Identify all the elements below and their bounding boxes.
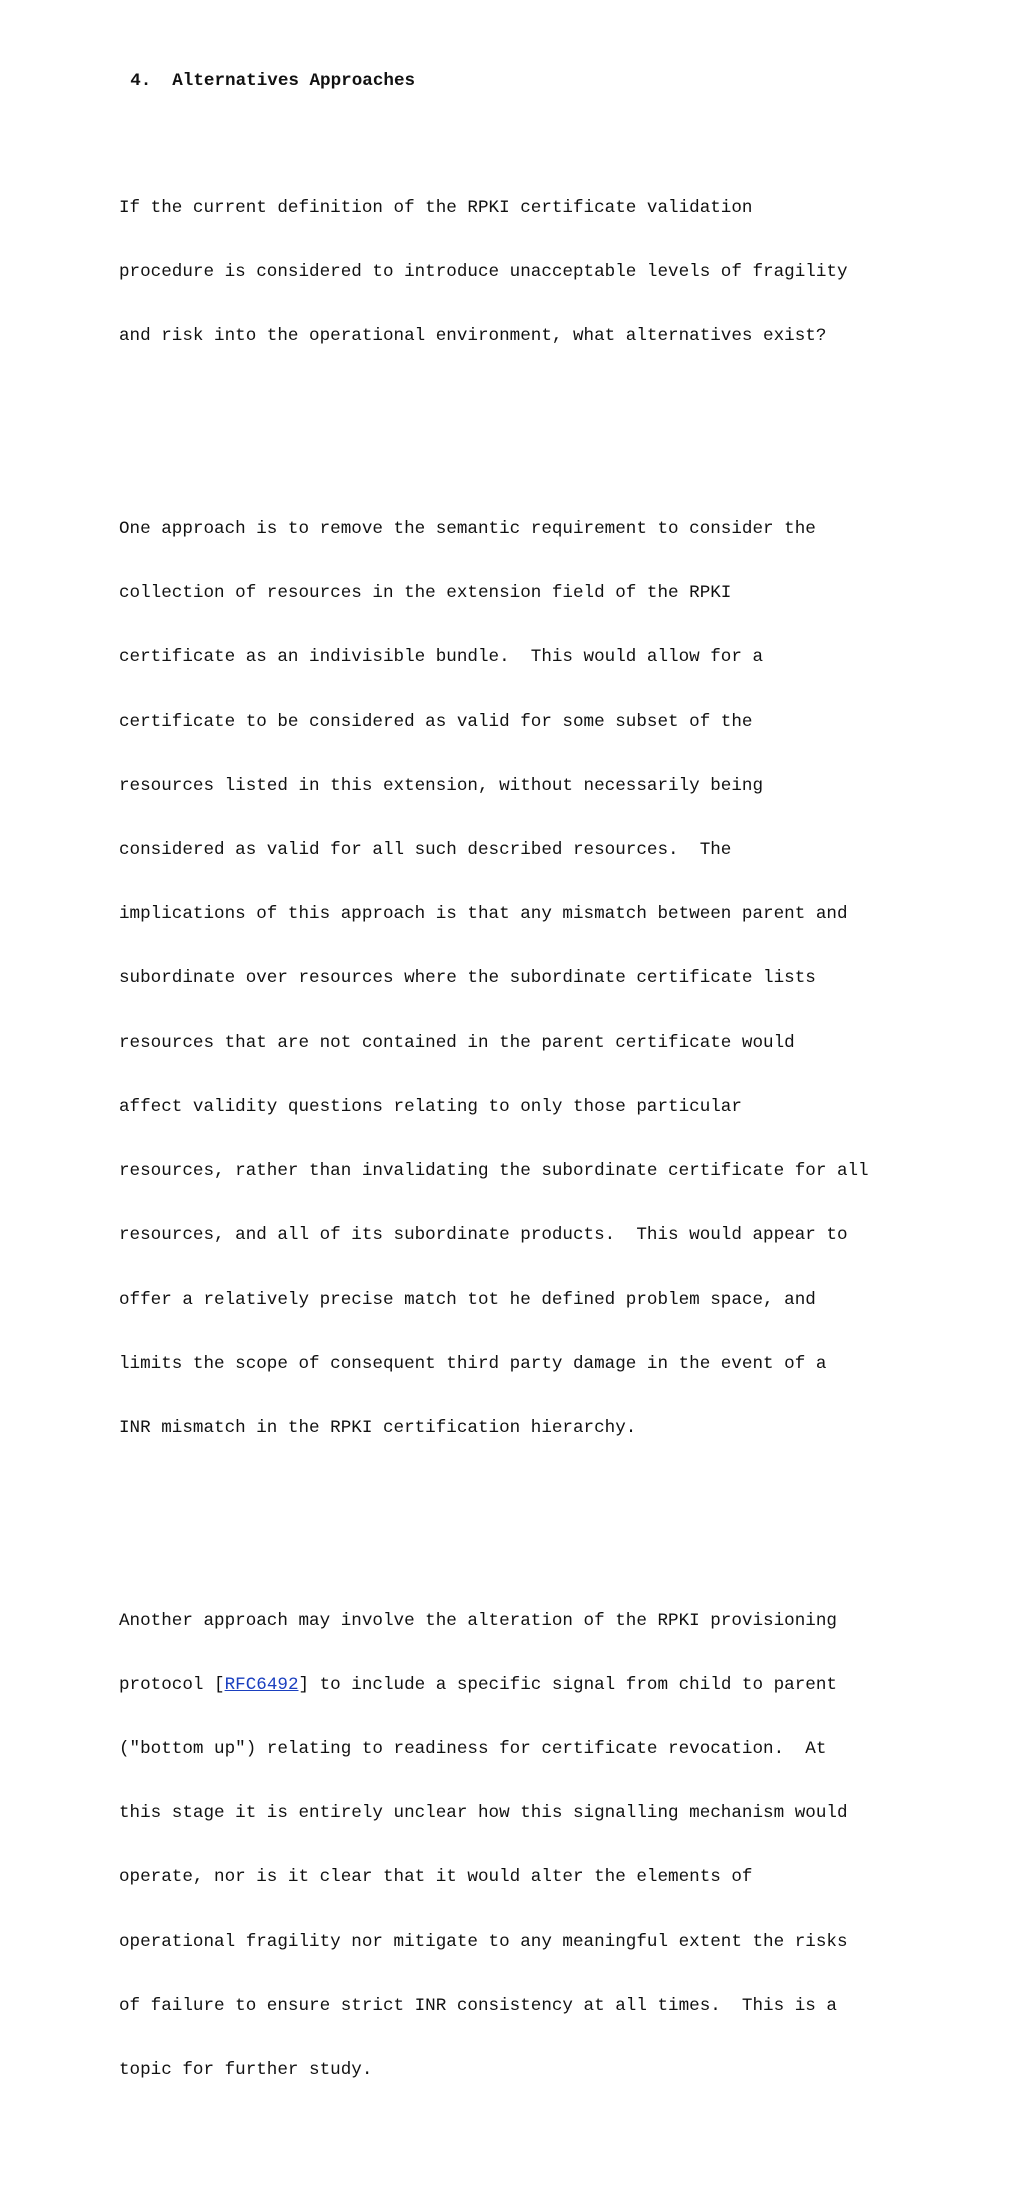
section-title: Alternatives Approaches [172, 71, 416, 91]
text-line: resources that are not contained in the parent certificate would [119, 1032, 795, 1053]
text-line: resources, and all of its subordinate products. This would appear to [119, 1225, 848, 1246]
text-fragment: protocol [ [119, 1674, 225, 1695]
text-line: topic for further study. [119, 2059, 373, 2080]
text-line: this stage it is entirely unclear how this signalling mechanism would [119, 1803, 848, 1824]
text-line: implications of this approach is that any mismatch between parent and [119, 904, 848, 925]
text-line: and risk into the operational environment, what alternatives exist? [119, 326, 827, 347]
paragraph-first-approach [119, 476, 869, 1482]
text-line: subordinate over resources where the subordinate certificate lists [119, 968, 816, 989]
section-number: 4. [130, 71, 152, 91]
rfc6492-reference-link[interactable]: RFC6492 [224, 1674, 299, 1695]
text-fragment: ] to include a specific signal from child to parent [298, 1674, 837, 1695]
section-body [119, 91, 869, 2210]
paragraph-question [119, 155, 869, 390]
text-line: resources, rather than invalidating the subordinate certificate for all [119, 1161, 869, 1182]
text-line: certificate to be considered as valid for some subset of the [119, 711, 753, 732]
text-line: One approach is to remove the semantic requirement to consider the [119, 519, 816, 540]
text-line-with-reference [119, 1675, 869, 1696]
text-line: of failure to ensure strict INR consistency at all times. This is a [119, 1995, 837, 2016]
text-line: resources listed in this extension, without necessarily being [119, 775, 764, 796]
text-line: limits the scope of consequent third party damage in the event of a [119, 1353, 827, 1374]
text-line: offer a relatively precise match tot he defined problem space, and [119, 1289, 816, 1310]
text-line: ("bottom up") relating to readiness for certificate revocation. At [119, 1738, 827, 1759]
text-line: operational fragility nor mitigate to any meaningful extent the risks [119, 1931, 848, 1952]
text-line: operate, nor is it clear that it would alter the elements of [119, 1867, 753, 1888]
text-line: Another approach may involve the alteration of the RPKI provisioning [119, 1610, 837, 1631]
text-line: affect validity questions relating to only those particular [119, 1096, 742, 1117]
text-line: certificate as an indivisible bundle. This would allow for a [119, 647, 764, 668]
text-line: procedure is considered to introduce unacceptable levels of fragility [119, 262, 848, 283]
text-line: INR mismatch in the RPKI certification hierarchy. [119, 1417, 637, 1438]
text-line: considered as valid for all such described resources. The [119, 840, 732, 861]
paragraph-second-approach [119, 1568, 869, 2124]
text-line: If the current definition of the RPKI certificate validation [119, 198, 753, 219]
text-line: collection of resources in the extension field of the RPKI [119, 583, 732, 604]
